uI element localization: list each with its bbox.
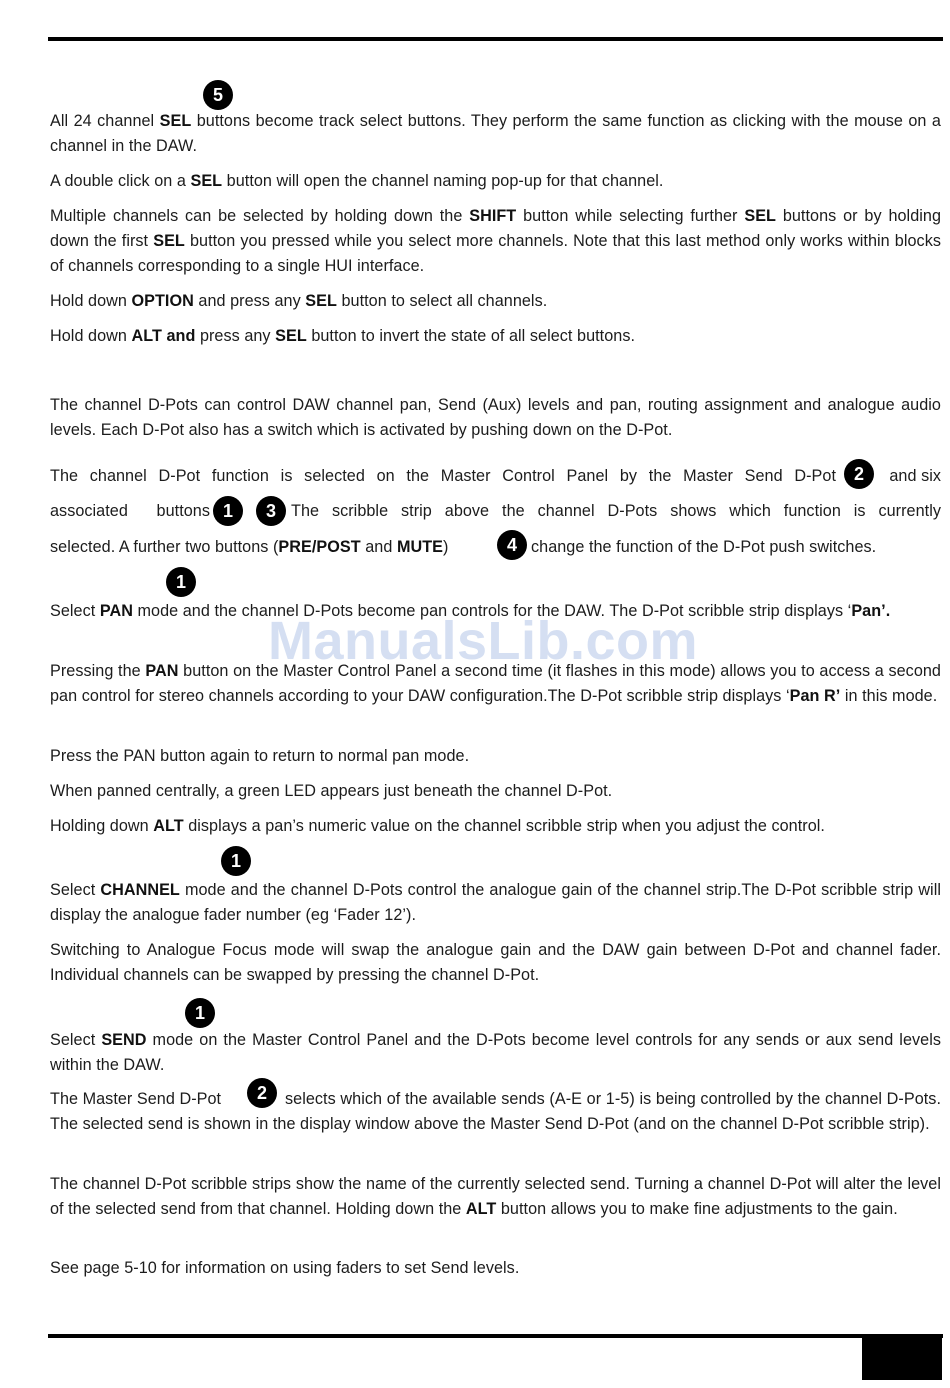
dpot-paragraph-1: The channel D-Pots can control DAW channel pan, Send (Aux) levels and pan, routing assignment and analogue audio levels. Each D-Pot also has a switch which is activated by pushing down on the D-Pot. bbox=[50, 396, 941, 439]
callout-badge-1-send: 1 bbox=[185, 998, 215, 1028]
channel-paragraph-1: Select CHANNEL mode and the channel D-Pots control the analogue gain of the channel strip.The D-Pot scribble strip will display the analogue fader number (eg ‘Fader 12’). bbox=[50, 881, 941, 924]
dpot-line-1: The channel D-Pot function is selected on the Master Control Panel by the Master Send D-Pot bbox=[50, 467, 836, 485]
pan-paragraph-4: When panned centrally, a green LED appears just beneath the channel D-Pot. bbox=[50, 782, 613, 800]
send-paragraph-2: selects which of the available sends (A-E or 1-5) is being controlled by the channel D-Pots. The selected send is shown in the display window above the Master Send D-Pot (and on the channel D-Pot scribble strip). bbox=[50, 1090, 941, 1133]
dpot-line-1-end: and six bbox=[889, 467, 941, 485]
sel-paragraph-5: Hold down ALT and press any SEL button to invert the state of all select buttons. bbox=[50, 327, 636, 345]
callout-badge-1-pan: 1 bbox=[166, 567, 196, 597]
channel-paragraph-2: Switching to Analogue Focus mode will swap the analogue gain and the DAW gain between D-Pot and channel fader. Individual channels can be swapped by pressing the channel D-Pot. bbox=[50, 941, 941, 984]
callout-badge-1: 1 bbox=[213, 496, 243, 526]
callout-badge-2: 2 bbox=[844, 459, 874, 489]
callout-badge-3: 3 bbox=[256, 496, 286, 526]
bottom-rule bbox=[48, 1334, 943, 1338]
top-rule bbox=[48, 37, 943, 41]
watermark: ManualsLib.com bbox=[268, 611, 699, 671]
send-paragraph-4: See page 5-10 for information on using faders to set Send levels. bbox=[50, 1259, 520, 1277]
pan-paragraph-3: Press the PAN button again to return to normal pan mode. bbox=[50, 747, 470, 765]
dpot-line-2-start: associated buttons bbox=[50, 502, 210, 520]
dpot-line-3-end: change the function of the D-Pot push switches. bbox=[531, 538, 877, 556]
page-number-block bbox=[862, 1338, 942, 1380]
send-paragraph-3: The channel D-Pot scribble strips show the name of the currently selected send. Turning a channel D-Pot will alter the level of the selected send from that channel. Holding down the ALT button allows you to make fine adjustments to the gain. bbox=[50, 1175, 941, 1218]
sel-paragraph-4: Hold down OPTION and press any SEL button to select all channels. bbox=[50, 292, 548, 310]
callout-badge-2-send: 2 bbox=[247, 1078, 277, 1108]
dpot-line-3-start: selected. A further two buttons (PRE/POST and MUTE) bbox=[50, 538, 449, 556]
callout-badge-1-channel: 1 bbox=[221, 846, 251, 876]
pan-paragraph-1: Select PAN mode and the channel D-Pots become pan controls for the DAW. The D-Pot scribble strip displays ‘Pan’. bbox=[50, 602, 891, 620]
callout-badge-4: 4 bbox=[497, 530, 527, 560]
pan-paragraph-2: Pressing the PAN button on the Master Control Panel a second time (it flashes in this mode) allows you to access a second pan control for stereo channels according to your DAW configuration.The D-Pot scribble strip displays ‘Pan R’ in this mode. bbox=[50, 662, 941, 705]
dpot-line-2-end: The scribble strip above the channel D-Pots shows which function is currently bbox=[291, 502, 941, 520]
send-paragraph-1: Select SEND mode on the Master Control Panel and the D-Pots become level controls for any sends or aux send levels within the DAW. bbox=[50, 1031, 941, 1074]
sel-paragraph-2: A double click on a SEL button will open the channel naming pop-up for that channel. bbox=[50, 172, 664, 190]
send-line-1-start: The Master Send D-Pot bbox=[50, 1090, 222, 1108]
pan-paragraph-5: Holding down ALT displays a pan’s numeric value on the channel scribble strip when you adjust the control. bbox=[50, 817, 825, 835]
sel-paragraph-3: Multiple channels can be selected by holding down the SHIFT button while selecting further SEL buttons or by holding down the first SEL button you pressed while you select more channels. Note that this last method only works within blocks of channels corresponding to a single HUI interface. bbox=[50, 207, 942, 275]
callout-badge-5: 5 bbox=[203, 80, 233, 110]
sel-paragraph-1: All 24 channel SEL buttons become track select buttons. They perform the same function as clicking with the mouse on a channel in the DAW. bbox=[50, 112, 941, 155]
